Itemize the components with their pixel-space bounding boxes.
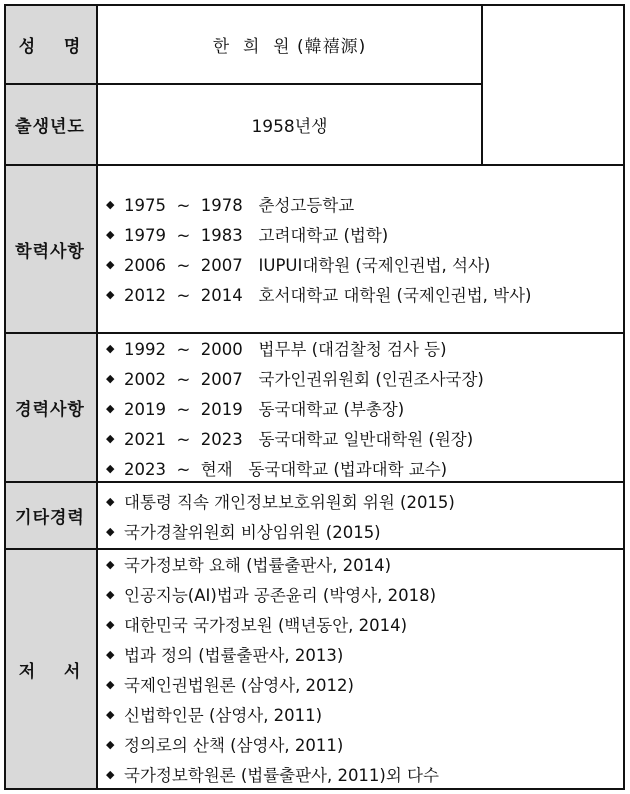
list-item: ◆ 1992 ~ 2000 법무부 (대검찰청 검사 등) <box>98 333 625 363</box>
list-item: ◆ 정의로의 산책 (삼영사, 2011) <box>98 729 625 759</box>
list-item: ◆ 1975 ~ 1978 춘성고등학교 <box>98 189 625 219</box>
diamond-bullet-icon: ◆ <box>106 767 115 781</box>
diamond-bullet-icon: ◆ <box>106 227 115 241</box>
name-label <box>4 4 96 84</box>
diamond-bullet-icon: ◆ <box>106 401 115 415</box>
list-item: ◆ 1979 ~ 1983 고려대학교 (법학) <box>98 219 625 249</box>
other-career-label <box>4 482 96 549</box>
career-label <box>4 333 96 482</box>
column-divider <box>96 4 98 790</box>
diamond-bullet-icon: ◆ <box>106 341 115 355</box>
career-list <box>98 333 625 483</box>
list-item: ◆ 2021 ~ 2023 동국대학교 일반대학원 (원장) <box>98 423 625 453</box>
diamond-bullet-icon: ◆ <box>106 197 115 211</box>
diamond-bullet-icon: ◆ <box>106 707 115 721</box>
diamond-bullet-icon: ◆ <box>106 371 115 385</box>
name-value-text: 한 희 원 (韓禧源) <box>212 36 367 57</box>
career-label-text: 경력사항 <box>15 400 85 420</box>
list-item: ◆ 2012 ~ 2014 호서대학교 대학원 (국제인권법, 박사) <box>98 279 625 309</box>
photo-divider <box>481 4 483 166</box>
list-item: ◆ 인공지능(AI)법과 공존윤리 (박영사, 2018) <box>98 579 625 609</box>
other-career-cell <box>98 482 625 549</box>
list-item: ◆ 2002 ~ 2007 국가인권위원회 (인권조사국장) <box>98 363 625 393</box>
education-label <box>4 165 96 333</box>
education-list <box>98 189 625 309</box>
name-label-text: 성 명 <box>18 36 82 57</box>
list-item: ◆ 국가정보학 요해 (법률출판사, 2014) <box>98 549 625 579</box>
profile-table <box>4 4 625 790</box>
diamond-bullet-icon: ◆ <box>106 617 115 631</box>
books-label-text: 저 서 <box>18 662 82 682</box>
birth-year-label <box>4 84 96 165</box>
diamond-bullet-icon: ◆ <box>106 524 115 538</box>
education-cell <box>98 165 625 333</box>
table-border-left <box>4 4 6 790</box>
list-item: ◆ 2023 ~ 현재 동국대학교 (법과대학 교수) <box>98 453 625 483</box>
list-item: ◆ 국가정보학원론 (법률출판사, 2011)외 다수 <box>98 759 625 789</box>
list-item: ◆ 국제인권법원론 (삼영사, 2012) <box>98 669 625 699</box>
books-list <box>98 549 625 789</box>
list-item: ◆ 국가경찰위원회 비상임위원 (2015) <box>98 516 625 546</box>
diamond-bullet-icon: ◆ <box>106 557 115 571</box>
other-career-list <box>98 486 625 546</box>
diamond-bullet-icon: ◆ <box>106 737 115 751</box>
birth-year-value-text: 1958년생 <box>251 117 328 137</box>
diamond-bullet-icon: ◆ <box>106 587 115 601</box>
list-item: ◆ 대한민국 국가정보원 (백년동안, 2014) <box>98 609 625 639</box>
diamond-bullet-icon: ◆ <box>106 461 115 475</box>
diamond-bullet-icon: ◆ <box>106 494 115 508</box>
row-divider <box>4 83 482 85</box>
list-item: ◆ 2019 ~ 2019 동국대학교 (부총장) <box>98 393 625 423</box>
diamond-bullet-icon: ◆ <box>106 647 115 661</box>
education-label-text: 학력사항 <box>15 241 85 262</box>
list-item: ◆ 2006 ~ 2007 IUPUI대학원 (국제인권법, 석사) <box>98 249 625 279</box>
list-item: ◆ 신법학인문 (삼영사, 2011) <box>98 699 625 729</box>
birth-year-label-text: 출생년도 <box>15 117 85 137</box>
diamond-bullet-icon: ◆ <box>106 257 115 271</box>
photo-box <box>483 4 625 165</box>
diamond-bullet-icon: ◆ <box>106 677 115 691</box>
other-career-label-text: 기타경력 <box>15 508 85 528</box>
books-label <box>4 549 96 790</box>
list-item: ◆ 법과 정의 (법률출판사, 2013) <box>98 639 625 669</box>
career-cell <box>98 333 625 482</box>
books-cell <box>98 549 625 790</box>
table-border-right <box>623 4 625 790</box>
diamond-bullet-icon: ◆ <box>106 431 115 445</box>
list-item: ◆ 대통령 직속 개인정보보호위원회 위원 (2015) <box>98 486 625 516</box>
birth-year-value <box>98 84 481 165</box>
name-value <box>98 4 481 84</box>
diamond-bullet-icon: ◆ <box>106 287 115 301</box>
